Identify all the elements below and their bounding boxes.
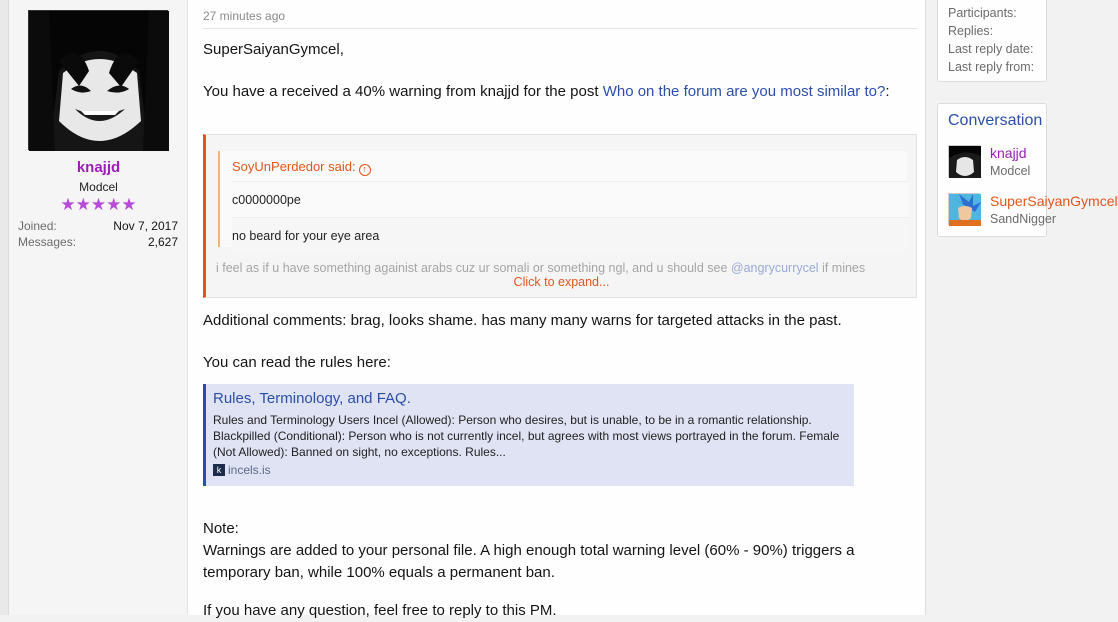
last-reply-from-label: Last reply from: bbox=[948, 60, 1035, 74]
user-avatar[interactable] bbox=[28, 10, 168, 150]
closing-text: If you have any question, feel free to reply to this PM. bbox=[203, 602, 557, 619]
replies-label: Replies: bbox=[948, 24, 994, 38]
card-site-name[interactable]: incels.is bbox=[228, 463, 271, 477]
click-to-expand-link[interactable]: Click to expand... bbox=[513, 275, 610, 289]
note-label: Note: bbox=[203, 520, 239, 537]
anime-avatar-image bbox=[949, 194, 981, 226]
rules-intro: You can read the rules here: bbox=[203, 354, 391, 371]
mention-link[interactable]: @angrycurrycel bbox=[730, 261, 819, 275]
conversation-info-box bbox=[937, 0, 1047, 82]
user-messages-row bbox=[18, 235, 178, 249]
additional-comments: Additional comments: brag, looks shame. has many many warns for targeted attacks in the past. bbox=[203, 312, 842, 329]
messages-label: Messages: bbox=[18, 235, 77, 249]
quote-author[interactable] bbox=[232, 159, 371, 176]
anime-avatar-image bbox=[29, 11, 169, 151]
card-site[interactable] bbox=[213, 463, 271, 477]
site-favicon-icon: k bbox=[213, 464, 225, 476]
quote-block bbox=[203, 134, 917, 298]
quote-faded-tail: if mines bbox=[818, 261, 866, 275]
card-title-link[interactable]: Rules, Terminology, and FAQ. bbox=[213, 390, 411, 407]
participants-label: Participants: bbox=[948, 6, 1017, 20]
page-margin bbox=[0, 0, 8, 615]
joined-label: Joined: bbox=[18, 219, 57, 233]
quote-line: no beard for your eye area bbox=[232, 217, 909, 253]
participant-title: Modcel bbox=[990, 164, 1031, 178]
joined-value: Nov 7, 2017 bbox=[113, 219, 178, 233]
participant-avatar[interactable] bbox=[948, 193, 980, 225]
quote-faded-text bbox=[216, 261, 865, 275]
user-title: Modcel bbox=[79, 180, 118, 194]
warning-line bbox=[203, 81, 903, 103]
message-timestamp[interactable]: 27 minutes ago bbox=[203, 9, 286, 23]
anime-avatar-image bbox=[949, 146, 981, 178]
messages-value[interactable]: 2,627 bbox=[147, 235, 178, 249]
user-joined-row bbox=[18, 219, 178, 233]
message-user-cell bbox=[9, 0, 188, 615]
nested-quote bbox=[218, 151, 907, 247]
participant-name[interactable]: knajjd bbox=[990, 145, 1027, 161]
participant-name[interactable]: SuperSaiyanGymcel bbox=[990, 193, 1118, 209]
divider bbox=[203, 28, 917, 29]
user-name-link[interactable]: knajjd bbox=[76, 159, 121, 176]
conversation-participants-title: Conversation bbox=[948, 112, 1043, 129]
post-link[interactable]: Who on the forum are you most similar to? bbox=[602, 83, 886, 100]
warning-colon: : bbox=[885, 83, 890, 100]
conversation-participants-box bbox=[937, 103, 1118, 237]
warning-text: You have a received a 40% warning from knajjd for the post bbox=[203, 83, 603, 100]
last-reply-date-label: Last reply date: bbox=[948, 42, 1034, 56]
participant-title: SandNigger bbox=[990, 212, 1057, 226]
note-text: Warnings are added to your personal file. A high enough total warning level (60% - 90%) triggers a temporary ban, while 100% equals a permanent ban. bbox=[203, 542, 855, 581]
card-description: Rules and Terminology Users Incel (Allowed): Person who desires, but is unable, to be in a romantic relationship. Blackpilled (Conditional): Person who is not currently incel, but agrees with most views portrayed in the forum. Female (Not Allowed): Banned on sight, no exceptions. Rules... bbox=[213, 413, 840, 459]
quote-author-text[interactable]: SoyUnPerdedor said: bbox=[232, 159, 356, 174]
message bbox=[8, 0, 926, 619]
arrow-up-circle-icon[interactable]: ↑ bbox=[359, 164, 371, 176]
participant-avatar[interactable] bbox=[948, 145, 980, 177]
user-rating-stars: ★★★★★ bbox=[60, 195, 137, 214]
quote-line: c0000000pe bbox=[232, 181, 909, 217]
greeting: SuperSaiyanGymcel, bbox=[203, 41, 344, 58]
rules-link-card[interactable] bbox=[203, 384, 854, 486]
quote-faded-body: i feel as if u have something againist arabs cuz ur somali or something ngl, and u should see bbox=[216, 261, 731, 275]
